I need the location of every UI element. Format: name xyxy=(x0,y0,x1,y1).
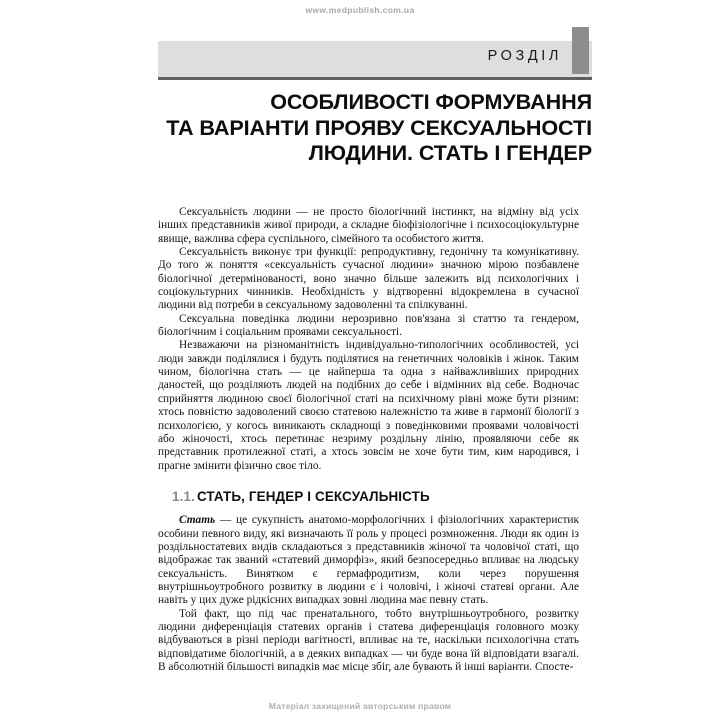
chapter-bar-group xyxy=(158,36,592,82)
chapter-title-line-1: ОСОБЛИВОСТІ ФОРМУВАННЯ xyxy=(270,89,592,114)
chapter-number-glyph xyxy=(572,27,589,74)
chapter-kicker-label: РОЗДІЛ xyxy=(487,48,562,64)
chapter-rule-line xyxy=(158,77,592,80)
section-heading xyxy=(172,490,579,503)
section-title: СТАТЬ, ГЕНДЕР І СЕКСУАЛЬНІСТЬ xyxy=(196,488,430,504)
paragraph: Сексуальність людини — не просто біологічний інстинкт, на відміну від усіх інших представників живої природи, а складне біофізіологічне і психосоціокультурне явище, важлива сфера суспільного, сімейного та особистого життя. xyxy=(158,206,579,245)
paragraph: Сексуальність виконує три функції: репродуктивну, гедонічну та комунікативну. До того ж поняття «сексуальність сучасної людини» значною мірою позбавлене біологічної детермінованості, воно значно більше залежить від психологічних і соціокультурних чинників. Необхідність у відтворенні відокремлена в сучасної людини від потреби в сексуальному задоволенні та спілкуванні. xyxy=(158,246,579,312)
copyright-watermark-bottom: Матеріал захищений авторським правом xyxy=(268,701,452,711)
paragraph xyxy=(158,514,579,607)
paragraph: Той факт, що під час пренатального, тобто внутрішньоутробного, розвитку людини диференціація статевих органів і статева диференціація головного мозку відбуваються в різні періоди вагітності, впливає на те, наскільки психологічна стать відповідатиме біологічній, а в деяких випадках — чи буде вона їй відповідати взагалі. В абсолютній більшості випадків має місце збіг, але бувають й інші варіанти. Спосте- xyxy=(158,607,579,673)
chapter-title-line-3: ЛЮДИНИ. СТАТЬ І ГЕНДЕР xyxy=(308,140,592,165)
paragraph: Незважаючи на різноманітність індивідуально-типологічних особливостей, усі люди завжди поділялися і будуть поділятися на генетичних чоловіків і жінок. Таким чином, біологічна стать — це найперша та одна з найважливіших природних даностей, що розділяють людей на подібних до себе і відмінних від себе. Водночас сприйняття людиною своєї біологічної статі на психічному рівні може бути різним: хтось повністю задоволений своєю статевою належністю та живе в гармонії біології з психологією, у когось виникають складнощі з поведінковими проявами чоловічості або жіночості, хтось перетинає незриму роздільну лінію, проявляючи себе як представник протилежної статі, а хтось зовсім не хоче бути тим, ким народився, і прагне змінити фізично своє тіло. xyxy=(158,339,579,472)
chapter-title-line-2: ТА ВАРІАНТИ ПРОЯВУ СЕКСУАЛЬНОСТІ xyxy=(166,114,592,140)
paragraph-text: — це сукупність анатомо-морфологічних і фізіологічних характеристик особини певного виду, які визначають її роль у процесі розмноження. Люди як один із роздільностатевих видів складаються з представників жіночої та чоловічої статі, що відображає так званий «статевий диморфіз», який безпосередньо впливає на людську сексуальність. Винятком є гермафродитизм, коли через порушення внутрішньоутробного розвитку в людини є і чоловічі, і жіночі статеві органи. Але навіть у цих дуже рідкісних випадках зовні людина має певну стать. xyxy=(158,514,579,607)
chapter-title xyxy=(158,89,592,166)
lead-term: Стать xyxy=(179,514,216,527)
paragraph: Сексуальна поведінка людини нерозривно пов'язана зі статтю та гендером, біологічним і соціальним проявами сексуальності. xyxy=(158,312,579,339)
section-number: 1.1. xyxy=(172,488,195,504)
site-watermark-top: www.medpublish.com.ua xyxy=(305,5,415,15)
chapter-header xyxy=(158,36,592,166)
body-text-column xyxy=(158,206,579,674)
